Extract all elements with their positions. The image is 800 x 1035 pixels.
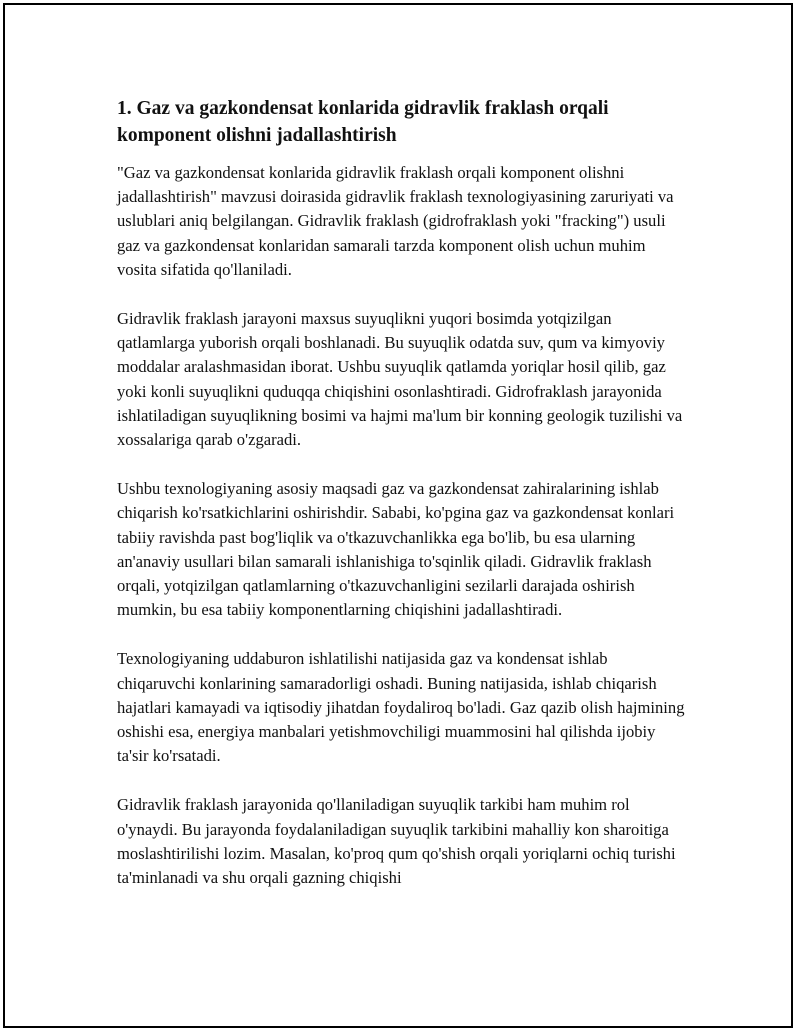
paragraph-1: "Gaz va gazkondensat konlarida gidravlik fraklash orqali komponent olishni jadallashtirish" mavzusi doirasida gidravlik fraklash texnologiyasining zaruriyati va uslublari aniq belgilangan. Gidravlik fraklash (gidrofraklash yoki "fracking") usuli gaz va gazkondensat konlaridan samarali tarzda komponent olish uchun muhim vosita sifatida qo'llaniladi. [117, 163, 674, 279]
paragraph-2: Gidravlik fraklash jarayoni maxsus suyuqlikni yuqori bosimda yotqizilgan qatlamlarga yuborish orqali boshlanadi. Bu suyuqlik odatda suv, qum va kimyoviy moddalar aralashmasidan iborat. Ushbu suyuqlik qatlamda yoriqlar hosil qilib, gaz yoki konli suyuqlikni quduqqa chiqishini osonlashtiradi. Gidrofraklash jarayonida ishlatiladigan suyuqlikning bosimi va hajmi ma'lum bir konning geologik tuzilishi va xossalariga qarab o'zgaradi. [117, 309, 683, 450]
document-title: 1. Gaz va gazkondensat konlarida gidravlik fraklash orqali komponent olishni jadallashtirish [117, 98, 609, 146]
paragraph-3: Ushbu texnologiyaning asosiy maqsadi gaz va gazkondensat zahiralarining ishlab chiqarish ko'rsatkichlarini oshirishdir. Sababi, ko'pgina gaz va gazkondensat konlari tabiiy ravishda past bog'liqlik va o'tkazuvchanlikka ega bo'lib, bu esa ularning an'anaviy usullari bilan samarali ishlanishiga to'sqinlik qiladi. Gidravlik fraklash orqali, yotqizilgan qatlamlarning o'tkazuvchanligini sezilarli darajada oshirish mumkin, bu esa tabiiy komponentlarning chiqishini jadallashtiradi. [117, 479, 675, 620]
paragraph-4: Texnologiyaning uddaburon ishlatilishi natijasida gaz va kondensat ishlab chiqaruvchi konlarining samaradorligi oshadi. Buning natijasida, ishlab chiqarish hajatlari kamayadi va iqtisodiy jihatdan foydaliroq bo'ladi. Gaz qazib olish hajmining oshishi esa, energiya manbalari yetishmovchiligi muammosini hal qilishda ijobiy ta'sir ko'rsatadi. [117, 649, 685, 766]
document-body [117, 95, 687, 915]
paragraph-5: Gidravlik fraklash jarayonida qo'llaniladigan suyuqlik tarkibi ham muhim rol o'ynaydi. Bu jarayonda foydalaniladigan suyuqlik tarkibini mahalliy kon sharoitiga moslashtirilishi lozim. Masalan, ko'proq qum qo'shish orqali yoriqlarni ochiq turishi ta'minlanadi va shu orqali gazning chiqishi [117, 795, 676, 888]
